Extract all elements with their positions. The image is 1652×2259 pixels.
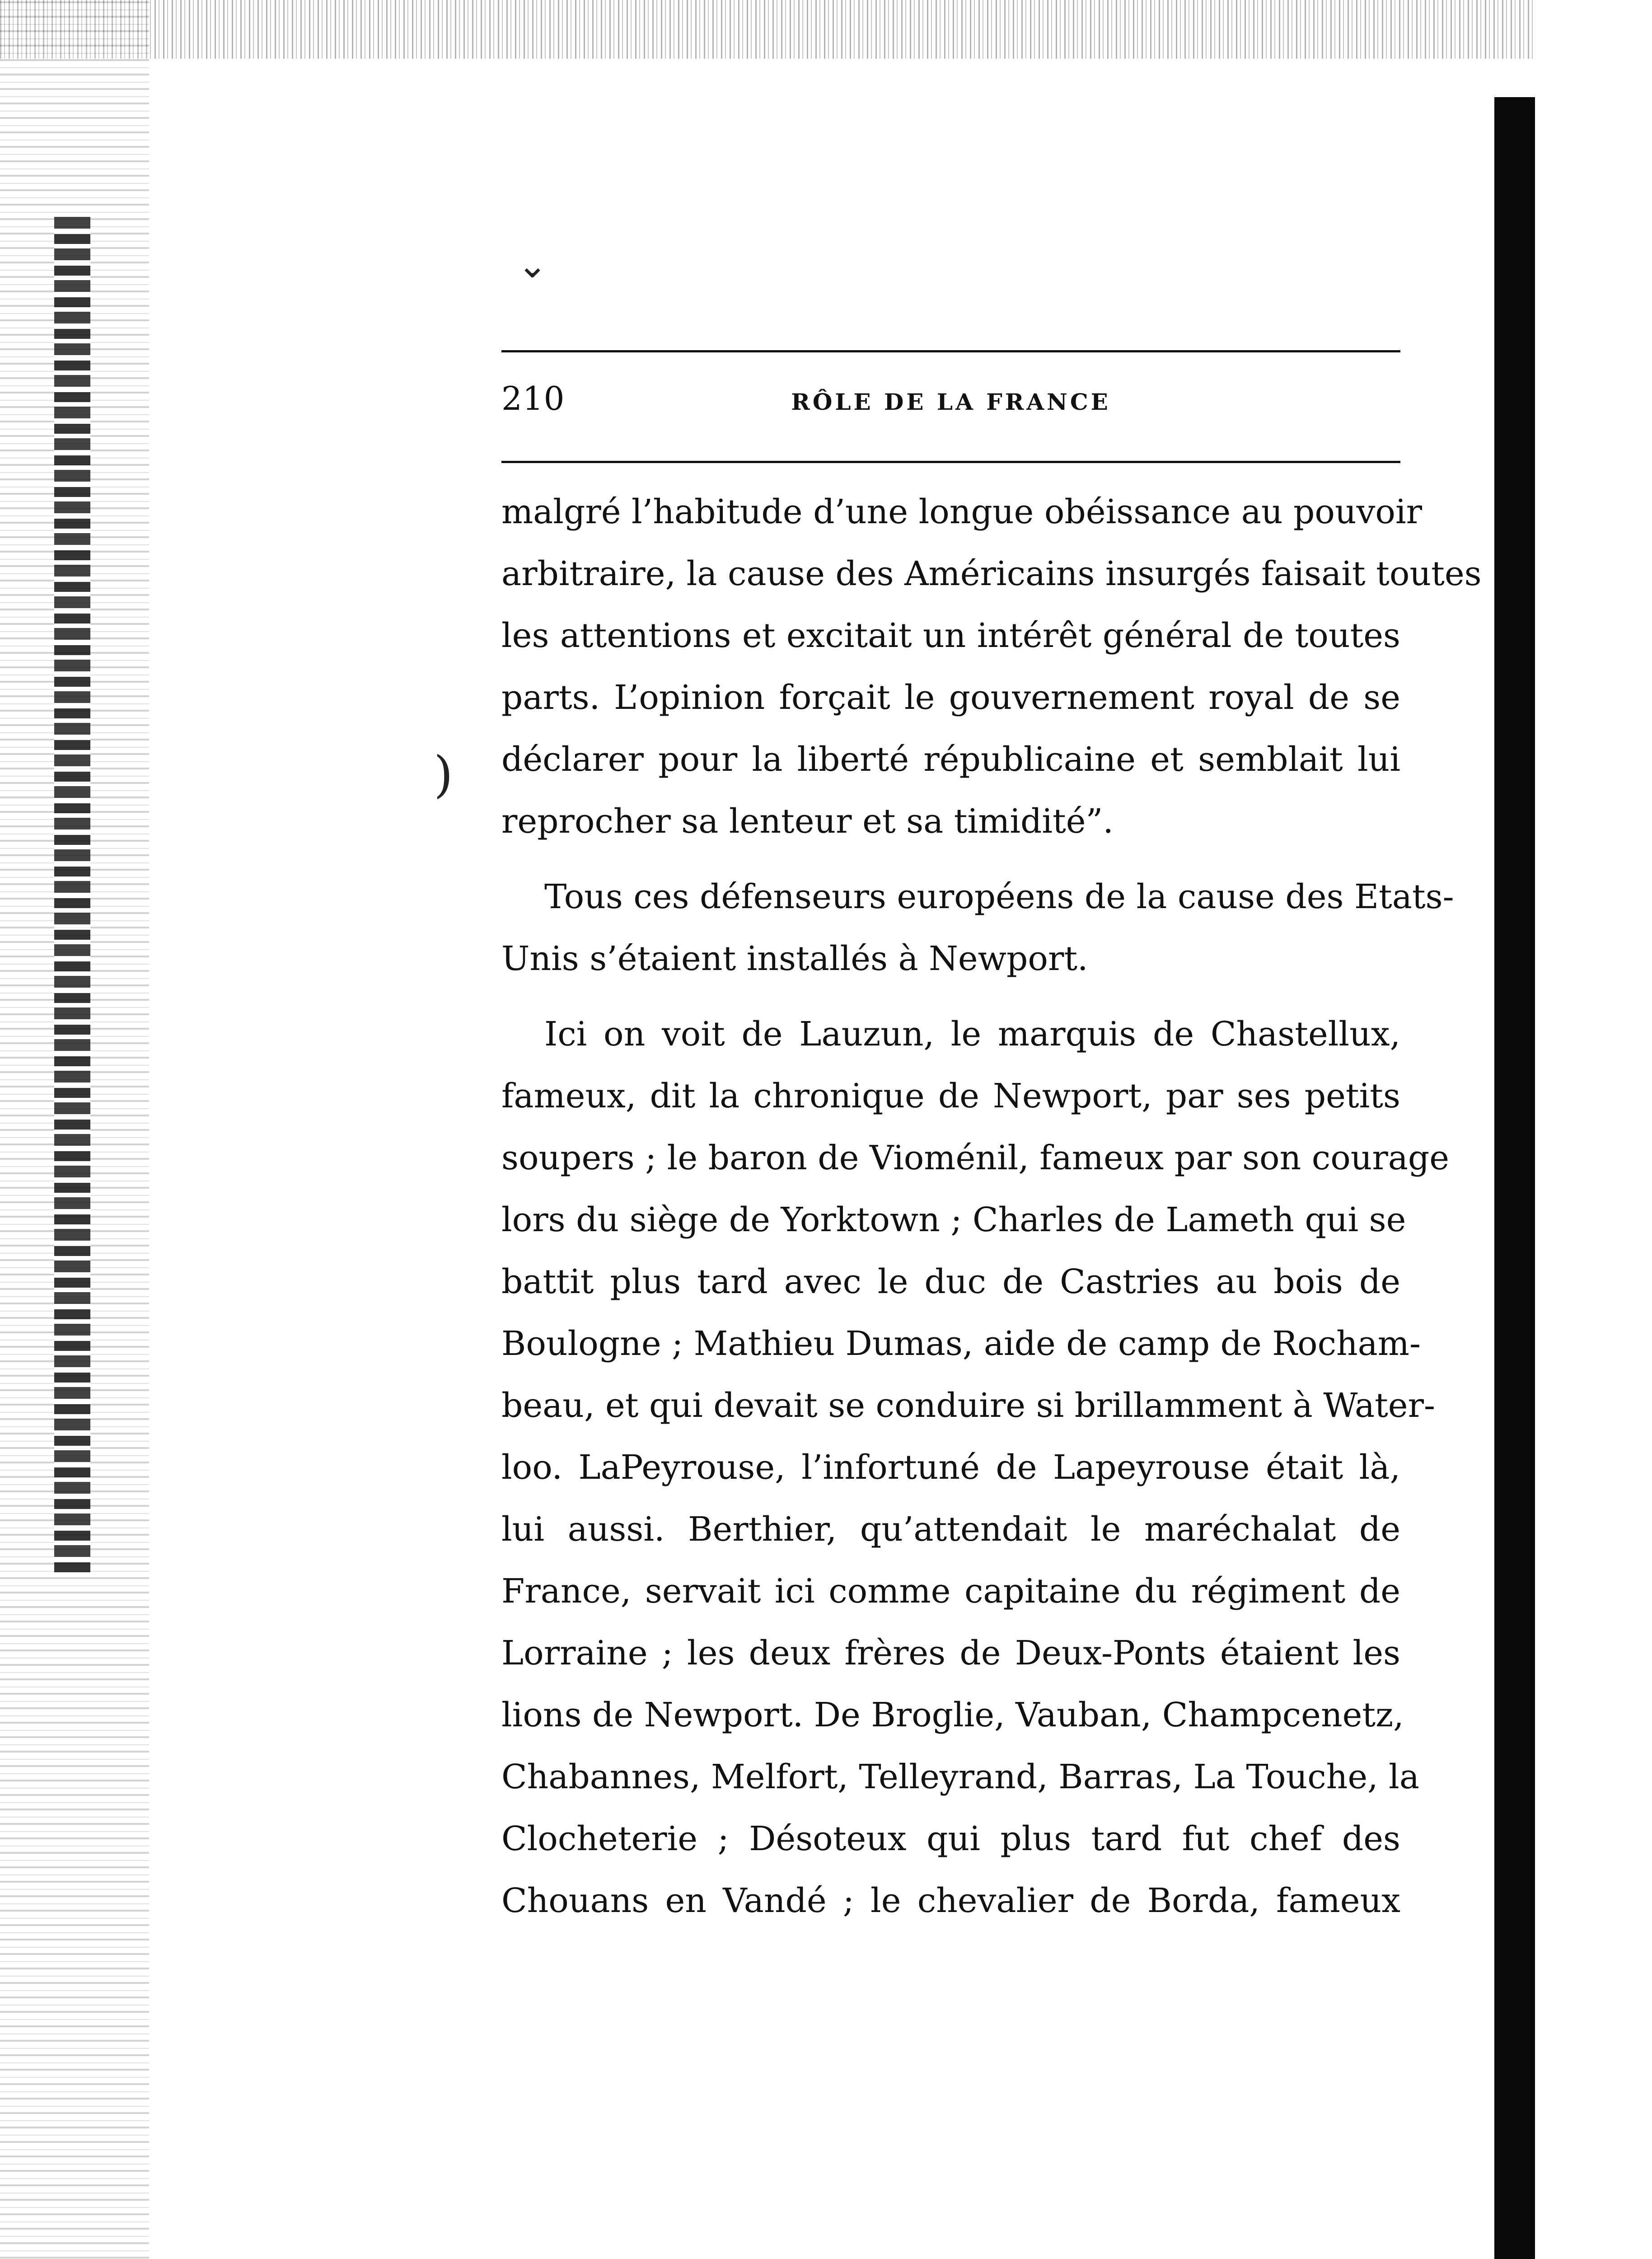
text-line: lui aussi. Berthier, qu’attendait le maréchalat de	[501, 1510, 1400, 1549]
stray-bracket-mark: )	[434, 745, 453, 803]
text-line: Tous ces défenseurs européens de la cause des Etats-	[544, 877, 1454, 916]
page-gutter-shadow	[1494, 97, 1535, 2259]
text-line: soupers ; le baron de Vioménil, fameux par son courage	[501, 1139, 1450, 1177]
text-line: Clocheterie ; Désoteux qui plus tard fut chef des	[501, 1819, 1400, 1858]
stray-mark: ⌄	[517, 244, 548, 286]
binding-spine	[54, 217, 90, 1572]
text-line: les attentions et excitait un intérêt général de toutes	[501, 616, 1400, 655]
text-line: lors du siège de Yorktown ; Charles de Lameth qui se	[501, 1200, 1406, 1239]
text-line: Boulogne ; Mathieu Dumas, aide de camp de Rocham-	[501, 1324, 1421, 1363]
paragraph	[501, 481, 1482, 853]
page-header	[501, 350, 1400, 463]
text-line: Lorraine ; les deux frères de Deux-Ponts étaient les	[501, 1634, 1400, 1673]
text-line: parts. L’opinion forçait le gouvernement royal de se	[501, 678, 1400, 717]
text-line: battit plus tard avec le duc de Castries au bois de	[501, 1262, 1400, 1301]
text-line: reprocher sa lenteur et sa timidité”.	[501, 802, 1114, 841]
page-number: 210	[501, 380, 565, 417]
text-line: malgré l’habitude d’une longue obéissance au pouvoir	[501, 492, 1422, 531]
text-line: arbitraire, la cause des Américains insurgés faisait toutes	[501, 554, 1482, 593]
paragraph	[501, 1003, 1450, 1932]
text-line: lions de Newport. De Broglie, Vauban, Champcenetz,	[501, 1696, 1404, 1734]
paragraph	[501, 866, 1454, 990]
adjacent-page-edge	[1535, 0, 1652, 2259]
text-line: Ici on voit de Lauzun, le marquis de Chastellux,	[544, 1015, 1400, 1054]
body-text	[501, 481, 1482, 1932]
text-line: fameux, dit la chronique de Newport, par ses petits	[501, 1077, 1400, 1115]
text-line: déclarer pour la liberté républicaine et semblait lui	[501, 740, 1400, 779]
text-line: France, servait ici comme capitaine du régiment de	[501, 1572, 1400, 1611]
text-line: Chabannes, Melfort, Telleyrand, Barras, La Touche, la	[501, 1758, 1419, 1796]
text-line: beau, et qui devait se conduire si brillamment à Water-	[501, 1386, 1435, 1425]
running-title: RÔLE DE LA FRANCE	[791, 389, 1111, 415]
text-line: Chouans en Vandé ; le chevalier de Borda, fameux	[501, 1881, 1400, 1920]
text-line: Unis s’étaient installés à Newport.	[501, 939, 1088, 978]
text-line: loo. LaPeyrouse, l’infortuné de Lapeyrouse était là,	[501, 1448, 1400, 1487]
scan-edge-top	[0, 0, 1652, 59]
